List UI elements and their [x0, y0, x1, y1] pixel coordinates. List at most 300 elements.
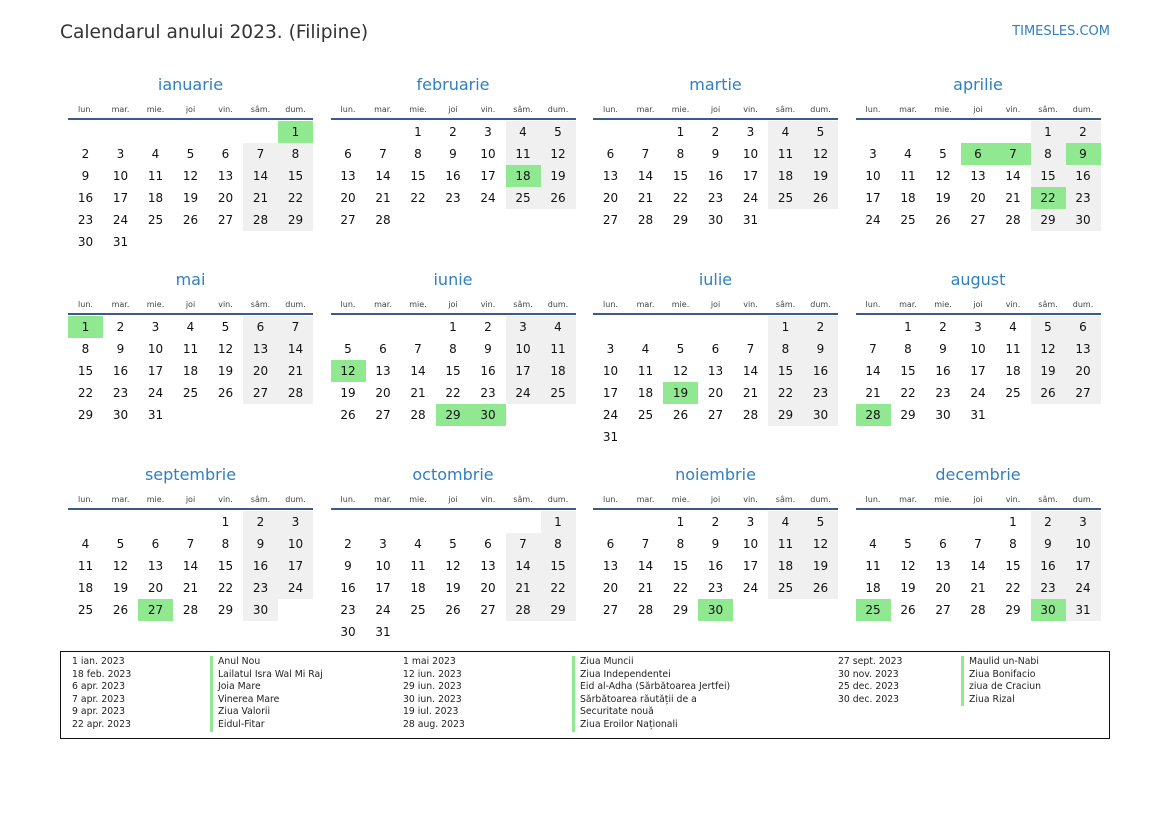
- day-cell: 18: [147, 191, 164, 205]
- month-septembrie: [68, 463, 313, 643]
- day-cell-empty: [733, 426, 768, 448]
- weekday-label: mie.: [409, 105, 427, 114]
- day-cell: 23: [77, 213, 94, 227]
- day-cell: 31: [375, 625, 391, 639]
- site-link[interactable]: TIMESLES.COM: [1012, 24, 1110, 39]
- day-cell: 10: [970, 342, 986, 356]
- day-cell: 26: [217, 386, 234, 400]
- day-cell: 6: [243, 316, 278, 338]
- day-cell: 22: [1005, 581, 1021, 595]
- weekday-label: mar.: [374, 300, 392, 309]
- day-cell-empty: [138, 231, 173, 253]
- week-row: [68, 165, 313, 187]
- week-row: [856, 599, 1101, 621]
- day-cell: 25: [900, 213, 916, 227]
- day-cell: 3: [151, 320, 160, 334]
- month-august: [856, 268, 1101, 448]
- day-cell: 8: [278, 143, 313, 165]
- weekday-label: joi: [973, 300, 983, 309]
- week-row: [331, 143, 576, 165]
- week-row: [856, 360, 1101, 382]
- day-cell-empty: [506, 621, 541, 643]
- day-cell: 11: [637, 364, 654, 378]
- holiday-name: ziua de Craciun: [961, 681, 1041, 694]
- day-cell: 25: [182, 386, 199, 400]
- day-cell: 21: [375, 191, 391, 205]
- day-cell: 11: [768, 533, 803, 555]
- day-cell: 26: [803, 187, 838, 209]
- weekday-label: dum.: [1072, 495, 1094, 504]
- day-cell: 1: [1009, 515, 1017, 529]
- day-cell: 29: [672, 603, 689, 617]
- day-cell-empty: [331, 121, 366, 143]
- day-cell: 5: [344, 342, 352, 356]
- month-title: septembrie: [144, 465, 237, 484]
- day-cell: 30: [77, 235, 94, 249]
- day-cell: 16: [445, 169, 461, 183]
- weekday-label: lun.: [865, 300, 881, 309]
- week-row: [856, 338, 1101, 360]
- month-divider: [593, 313, 838, 315]
- day-cell: 31: [970, 408, 986, 422]
- day-cell: 20: [147, 581, 164, 595]
- weekday-label: joi: [710, 105, 721, 114]
- week-row: [593, 360, 838, 382]
- day-cell: 25: [1005, 386, 1021, 400]
- day-cell: 2: [344, 537, 352, 551]
- day-cell: 15: [900, 364, 916, 378]
- weekday-label: mie.: [671, 495, 690, 504]
- day-cell: 24: [147, 386, 164, 400]
- day-cell: 23: [243, 577, 278, 599]
- day-cell: 3: [379, 537, 387, 551]
- day-cell-empty: [243, 231, 278, 253]
- day-cell-empty: [768, 209, 803, 231]
- day-cell: 29: [1005, 603, 1021, 617]
- day-cell: 19: [803, 165, 838, 187]
- day-cell: 31: [112, 235, 129, 249]
- day-cell: 6: [1066, 316, 1101, 338]
- day-cell: 31: [742, 213, 759, 227]
- day-cell-empty: [471, 209, 506, 231]
- weekday-label: lun.: [78, 300, 93, 309]
- weekday-label: lun.: [865, 105, 881, 114]
- holiday-name: Ziua Bonifacio: [961, 669, 1035, 682]
- day-cell: 29: [217, 603, 234, 617]
- week-row: [68, 360, 313, 382]
- weekday-label: lun.: [603, 300, 618, 309]
- day-cell: 19: [935, 191, 951, 205]
- day-cell: 13: [602, 559, 619, 573]
- day-cell: 22: [77, 386, 94, 400]
- day-cell-empty: [768, 426, 803, 448]
- weekday-label: mie.: [934, 105, 952, 114]
- day-cell: 5: [221, 320, 230, 334]
- day-cell: 2: [484, 320, 492, 334]
- day-cell: 25: [410, 603, 426, 617]
- day-cell: 5: [116, 537, 125, 551]
- day-cell-empty: [401, 316, 436, 338]
- week-row: [856, 187, 1101, 209]
- day-cell: 26: [340, 408, 356, 422]
- day-cell: 11: [182, 342, 199, 356]
- week-row: [856, 316, 1101, 338]
- month-title: decembrie: [935, 465, 1021, 484]
- weekday-label: mar.: [111, 495, 130, 504]
- day-cell: 5: [449, 537, 457, 551]
- day-cell: 19: [803, 555, 838, 577]
- day-cell: 26: [900, 603, 916, 617]
- day-cell: 8: [449, 342, 457, 356]
- day-cell-empty: [996, 404, 1031, 426]
- week-row: [331, 165, 576, 187]
- day-cell: 22: [445, 386, 461, 400]
- day-cell: 8: [221, 537, 230, 551]
- day-cell: 20: [602, 581, 619, 595]
- day-cell: 28: [637, 213, 654, 227]
- day-cell: 15: [672, 169, 689, 183]
- weekday-label: joi: [448, 495, 458, 504]
- day-cell: 23: [1066, 187, 1101, 209]
- day-cell-empty: [698, 316, 733, 338]
- weekday-label: sâm.: [250, 495, 271, 504]
- month-octombrie: [331, 463, 576, 643]
- day-cell: 17: [147, 364, 164, 378]
- month-title: aprilie: [953, 75, 1003, 94]
- day-cell-empty: [926, 121, 961, 143]
- week-row: [331, 404, 576, 426]
- day-cell: 12: [803, 143, 838, 165]
- holiday-day-cell: 28: [856, 404, 891, 426]
- weekday-label: mar.: [374, 495, 392, 504]
- weekday-label: mie.: [409, 495, 427, 504]
- day-cell: 7: [506, 533, 541, 555]
- weekday-label: sâm.: [775, 495, 796, 504]
- day-cell-empty: [278, 599, 313, 621]
- month-divider: [856, 118, 1101, 120]
- day-cell: 15: [672, 559, 689, 573]
- day-cell: 4: [869, 537, 877, 551]
- weekday-label: lun.: [78, 495, 93, 504]
- weekday-label: sâm.: [250, 300, 271, 309]
- week-row: [331, 121, 576, 143]
- month-februarie: [331, 73, 576, 253]
- holiday-date: 12 iun. 2023: [403, 668, 462, 680]
- day-cell: 8: [1009, 537, 1017, 551]
- day-cell: 17: [278, 555, 313, 577]
- day-cell-empty: [68, 121, 103, 143]
- weekday-label: joi: [448, 105, 458, 114]
- day-cell: 9: [344, 559, 352, 573]
- day-cell-empty: [436, 209, 471, 231]
- month-divider: [331, 118, 576, 120]
- month-days: [68, 121, 313, 253]
- month-mai: [68, 268, 313, 448]
- day-cell: 28: [970, 603, 986, 617]
- weekday-label: lun.: [603, 105, 618, 114]
- day-cell: 26: [1031, 382, 1066, 404]
- holiday-date: 30 dec. 2023: [838, 693, 900, 705]
- day-cell: 21: [970, 581, 986, 595]
- weekday-header: [593, 104, 838, 116]
- day-cell: 23: [707, 191, 724, 205]
- day-cell: 6: [151, 537, 160, 551]
- weekday-label: dum.: [810, 300, 831, 309]
- holiday-day-cell: 1: [68, 316, 103, 338]
- day-cell: 16: [243, 555, 278, 577]
- holiday-date: 29 iun. 2023: [403, 681, 462, 693]
- weekday-label: vin.: [1005, 105, 1021, 114]
- day-cell: 28: [243, 209, 278, 231]
- day-cell: 12: [803, 533, 838, 555]
- holiday-day-cell: 29: [436, 404, 471, 426]
- day-cell: 4: [186, 320, 195, 334]
- holiday-date: 7 apr. 2023: [72, 693, 126, 705]
- weekday-label: sâm.: [775, 300, 796, 309]
- day-cell: 13: [1066, 338, 1101, 360]
- day-cell: 16: [803, 360, 838, 382]
- day-cell-empty: [1066, 404, 1101, 426]
- day-cell: 5: [1031, 316, 1066, 338]
- month-days: [331, 316, 576, 426]
- day-cell: 23: [112, 386, 129, 400]
- day-cell: 27: [970, 213, 986, 227]
- weekday-label: lun.: [340, 105, 356, 114]
- day-cell: 27: [602, 213, 619, 227]
- day-cell: 21: [637, 581, 654, 595]
- day-cell: 14: [243, 165, 278, 187]
- day-cell: 22: [900, 386, 916, 400]
- day-cell: 1: [541, 511, 576, 533]
- day-cell: 10: [278, 533, 313, 555]
- day-cell: 17: [480, 169, 496, 183]
- day-cell: 6: [939, 537, 947, 551]
- day-cell: 4: [151, 147, 160, 161]
- day-cell: 18: [768, 555, 803, 577]
- day-cell: 4: [414, 537, 422, 551]
- day-cell-empty: [628, 121, 663, 143]
- weekday-label: mar.: [899, 495, 917, 504]
- day-cell: 3: [869, 147, 877, 161]
- day-cell: 22: [217, 581, 234, 595]
- day-cell: 7: [641, 147, 650, 161]
- day-cell: 17: [865, 191, 881, 205]
- week-row: [593, 316, 838, 338]
- month-divider: [68, 313, 313, 315]
- day-cell: 14: [970, 559, 986, 573]
- day-cell: 30: [935, 408, 951, 422]
- day-cell: 30: [803, 404, 838, 426]
- day-cell: 19: [217, 364, 234, 378]
- holiday-date: 28 aug. 2023: [403, 718, 465, 730]
- day-cell: 1: [414, 125, 422, 139]
- weekday-label: lun.: [340, 300, 356, 309]
- day-cell-empty: [803, 599, 838, 621]
- day-cell: 27: [707, 408, 724, 422]
- holiday-date: 22 apr. 2023: [72, 718, 131, 730]
- day-cell-empty: [926, 511, 961, 533]
- day-cell: 18: [77, 581, 94, 595]
- day-cell: 21: [278, 360, 313, 382]
- holiday-date: 1 mai 2023: [403, 656, 456, 667]
- day-cell: 26: [803, 577, 838, 599]
- weekday-label: dum.: [285, 495, 306, 504]
- week-row: [856, 209, 1101, 231]
- day-cell: 22: [768, 382, 803, 404]
- day-cell: 1: [676, 515, 685, 529]
- month-days: [593, 511, 838, 621]
- week-row: [593, 426, 838, 448]
- day-cell-empty: [401, 511, 436, 533]
- day-cell: 11: [77, 559, 94, 573]
- day-cell: 29: [541, 599, 576, 621]
- day-cell: 31: [1066, 599, 1101, 621]
- month-days: [331, 121, 576, 231]
- day-cell: 8: [676, 147, 685, 161]
- day-cell: 17: [112, 191, 129, 205]
- weekday-label: mie.: [934, 300, 952, 309]
- day-cell: 6: [484, 537, 492, 551]
- day-cell-empty: [138, 121, 173, 143]
- day-cell: 20: [1066, 360, 1101, 382]
- week-row: [68, 316, 313, 338]
- day-cell: 7: [746, 342, 755, 356]
- month-divider: [856, 508, 1101, 510]
- day-cell: 29: [77, 408, 94, 422]
- day-cell-empty: [401, 209, 436, 231]
- day-cell: 5: [904, 537, 912, 551]
- day-cell: 24: [602, 408, 619, 422]
- day-cell: 2: [1031, 511, 1066, 533]
- week-row: [856, 121, 1101, 143]
- day-cell: 10: [480, 147, 496, 161]
- day-cell: 4: [1009, 320, 1017, 334]
- day-cell: 20: [970, 191, 986, 205]
- day-cell: 12: [1031, 338, 1066, 360]
- weekday-label: lun.: [78, 105, 93, 114]
- day-cell: 14: [742, 364, 759, 378]
- day-cell: 10: [602, 364, 619, 378]
- weekday-label: joi: [973, 495, 983, 504]
- day-cell-empty: [366, 121, 401, 143]
- holiday-day-cell: 30: [471, 404, 506, 426]
- week-row: [856, 165, 1101, 187]
- week-row: [68, 382, 313, 404]
- day-cell: 17: [506, 360, 541, 382]
- day-cell: 22: [410, 191, 426, 205]
- day-cell: 9: [449, 147, 457, 161]
- day-cell: 7: [379, 147, 387, 161]
- day-cell: 23: [445, 191, 461, 205]
- day-cell: 22: [672, 581, 689, 595]
- holiday-date: 25 dec. 2023: [838, 681, 900, 693]
- day-cell: 22: [672, 191, 689, 205]
- day-cell: 9: [803, 338, 838, 360]
- day-cell: 22: [541, 577, 576, 599]
- weekday-label: mie.: [146, 495, 165, 504]
- day-cell-empty: [436, 621, 471, 643]
- week-row: [593, 404, 838, 426]
- day-cell: 5: [803, 121, 838, 143]
- day-cell: 28: [506, 599, 541, 621]
- month-days: [331, 511, 576, 643]
- holiday-day-cell: 9: [1066, 143, 1101, 165]
- week-row: [593, 338, 838, 360]
- day-cell: 16: [77, 191, 94, 205]
- holiday-name: Ziua Eroilor Naționali: [572, 719, 678, 732]
- month-iunie: [331, 268, 576, 448]
- weekday-label: sâm.: [513, 105, 533, 114]
- day-cell: 3: [278, 511, 313, 533]
- day-cell: 24: [865, 213, 881, 227]
- weekday-label: mar.: [374, 105, 392, 114]
- weekday-label: joi: [973, 105, 983, 114]
- day-cell: 30: [1066, 209, 1101, 231]
- day-cell: 7: [414, 342, 422, 356]
- week-row: [593, 121, 838, 143]
- weekday-label: mar.: [636, 495, 655, 504]
- day-cell: 2: [449, 125, 457, 139]
- day-cell: 19: [900, 581, 916, 595]
- month-divider: [593, 508, 838, 510]
- weekday-label: joi: [448, 300, 458, 309]
- day-cell: 13: [340, 169, 356, 183]
- day-cell: 15: [768, 360, 803, 382]
- day-cell: 21: [410, 386, 426, 400]
- day-cell-empty: [68, 511, 103, 533]
- day-cell: 1: [676, 125, 685, 139]
- day-cell: 24: [1066, 577, 1101, 599]
- weekday-label: dum.: [285, 105, 306, 114]
- day-cell: 2: [81, 147, 90, 161]
- day-cell: 17: [970, 364, 986, 378]
- day-cell: 15: [445, 364, 461, 378]
- day-cell: 26: [541, 187, 576, 209]
- day-cell: 23: [935, 386, 951, 400]
- day-cell: 25: [768, 187, 803, 209]
- weekday-label: lun.: [603, 495, 618, 504]
- day-cell: 26: [935, 213, 951, 227]
- weekday-label: mie.: [671, 300, 690, 309]
- weekday-label: mar.: [899, 105, 917, 114]
- week-row: [856, 404, 1101, 426]
- holiday-day-cell: 19: [663, 382, 698, 404]
- day-cell: 23: [340, 603, 356, 617]
- day-cell: 20: [480, 581, 496, 595]
- week-row: [331, 511, 576, 533]
- weekday-label: lun.: [340, 495, 356, 504]
- month-title: iunie: [433, 270, 473, 289]
- day-cell-empty: [856, 511, 891, 533]
- day-cell: 9: [81, 169, 90, 183]
- holiday-date: 6 apr. 2023: [72, 681, 126, 693]
- day-cell: 19: [445, 581, 461, 595]
- day-cell: 10: [506, 338, 541, 360]
- week-row: [593, 533, 838, 555]
- day-cell-empty: [628, 316, 663, 338]
- day-cell: 27: [375, 408, 391, 422]
- month-title: februarie: [416, 75, 490, 94]
- day-cell: 27: [935, 603, 951, 617]
- day-cell: 13: [707, 364, 724, 378]
- week-row: [593, 187, 838, 209]
- holiday-legend: [60, 651, 1110, 739]
- day-cell: 8: [676, 537, 685, 551]
- weekday-label: joi: [710, 495, 721, 504]
- day-cell: 13: [217, 169, 234, 183]
- day-cell: 1: [768, 316, 803, 338]
- day-cell-empty: [208, 404, 243, 426]
